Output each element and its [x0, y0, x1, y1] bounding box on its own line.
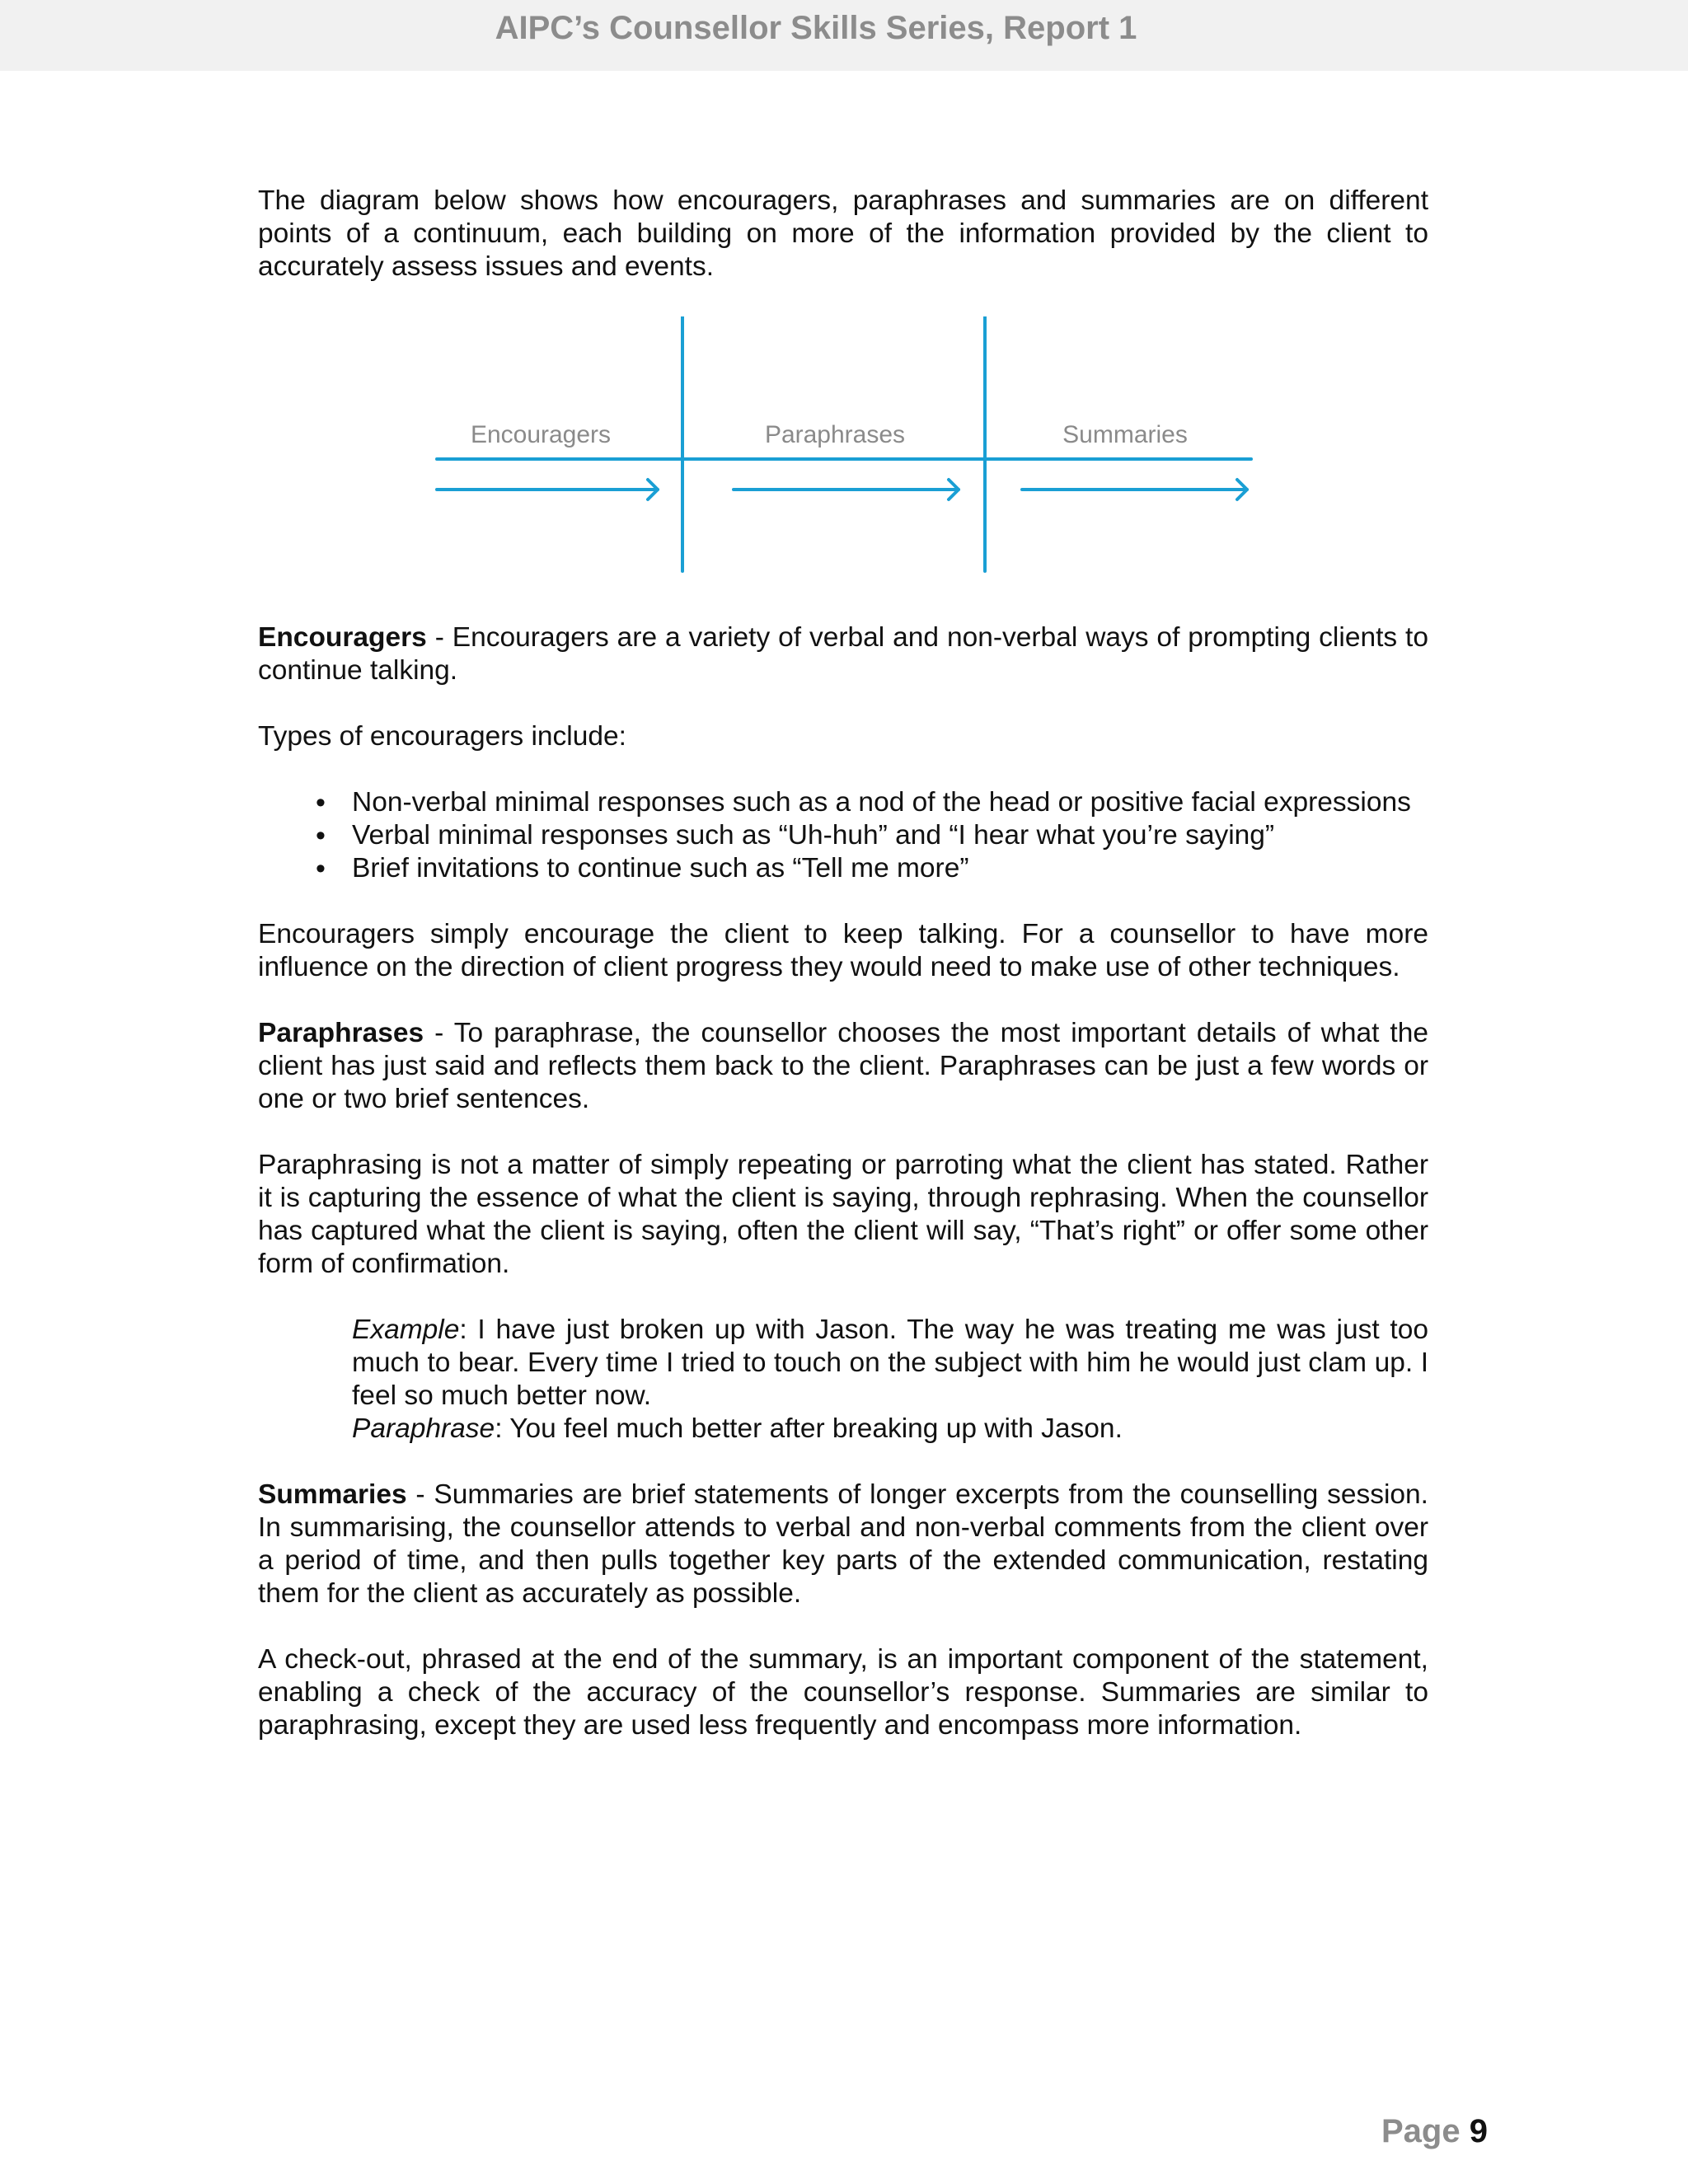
list-item: • Brief invitations to continue such as “Tell me more”	[316, 853, 969, 884]
paraphrases-definition-text: - To paraphrase, the counsellor chooses the most important details of what the client has just said and reflects them back to the client. Paraphrases can be just a few words or one or two brief sentences.	[258, 1018, 1428, 1114]
list-item: • Non-verbal minimal responses such as a nod of the head or positive facial expressions	[316, 787, 1411, 818]
summaries-detail: A check-out, phrased at the end of the summary, is an important component of the statement, enabling a check of the accuracy of the counsellor’s response. Summaries are similar to paraphrasing, except they are used less frequently and encompass more information.	[258, 1644, 1428, 1741]
encouragers-types-intro: Types of encouragers include:	[258, 721, 626, 752]
continuum-diagram-graphic	[258, 316, 1428, 588]
bullet-icon: •	[316, 787, 326, 818]
paraphrase-example	[352, 1314, 1428, 1446]
diagram-label-paraphrases: Paraphrases	[764, 421, 906, 448]
encouragers-definition	[258, 621, 1428, 687]
paraphrases-detail: Paraphrasing is not a matter of simply repeating or parroting what the client has stated. Rather it is capturing the essence of what the client is saying, through rephrasing. When the counsellor has captured what the client is saying, often the client will say, “That’s right” or offer some other form of confirmation.	[258, 1150, 1428, 1279]
encouragers-definition-text: - Encouragers are a variety of verbal and non-verbal ways of prompting clients to continue talking.	[258, 622, 1428, 686]
paraphrases-term: Paraphrases	[258, 1018, 424, 1048]
example-label: Example	[352, 1315, 460, 1345]
page-number	[1381, 2111, 1488, 2151]
arrow-summaries	[1022, 480, 1247, 499]
intro-paragraph: The diagram below shows how encouragers, paraphrases and summaries are on different points of a continuum, each building on more of the information provided by the client to accurately assess issues and events.	[258, 185, 1428, 282]
example-text: : I have just broken up with Jason. The way he was treating me was just too much to bear. Every time I tried to touch on the subject with him he would just clam up. I feel so much better now.	[352, 1315, 1428, 1411]
bullet-icon: •	[316, 820, 326, 851]
diagram-label-encouragers: Encouragers	[470, 421, 612, 448]
encouragers-types-list	[258, 786, 1428, 885]
diagram-label-summaries: Summaries	[1062, 421, 1188, 448]
page-body	[258, 185, 1428, 1775]
paraphrase-text: : You feel much better after breaking up with Jason.	[495, 1413, 1123, 1444]
arrow-paraphrases	[734, 480, 959, 499]
summaries-definition	[258, 1479, 1428, 1610]
list-item: • Verbal minimal responses such as “Uh-huh” and “I hear what you’re saying”	[316, 820, 1275, 851]
report-title: AIPC’s Counsellor Skills Series, Report 1	[495, 10, 1137, 46]
encouragers-term: Encouragers	[258, 622, 427, 653]
example-paraphrase	[352, 1413, 1428, 1446]
example-statement	[352, 1314, 1428, 1413]
arrow-encouragers	[437, 480, 658, 499]
encouragers-closing: Encouragers simply encourage the client to keep talking. For a counsellor to have more influence on the direction of client progress they would need to make use of other techniques.	[258, 919, 1428, 982]
page-header	[0, 0, 1688, 71]
page-number-label: Page	[1381, 2113, 1470, 2149]
bullet-icon: •	[316, 853, 326, 884]
continuum-diagram	[258, 316, 1428, 588]
summaries-definition-text: - Summaries are brief statements of longer excerpts from the counselling session. In summarising, the counsellor attends to verbal and non-verbal comments from the client over a period of time, and then pulls together key parts of the extended communication, restating them for the client as accurately as possible.	[258, 1479, 1428, 1609]
page-number-value: 9	[1469, 2113, 1488, 2149]
summaries-term: Summaries	[258, 1479, 407, 1510]
paraphrases-definition	[258, 1017, 1428, 1116]
paraphrase-label: Paraphrase	[352, 1413, 495, 1444]
